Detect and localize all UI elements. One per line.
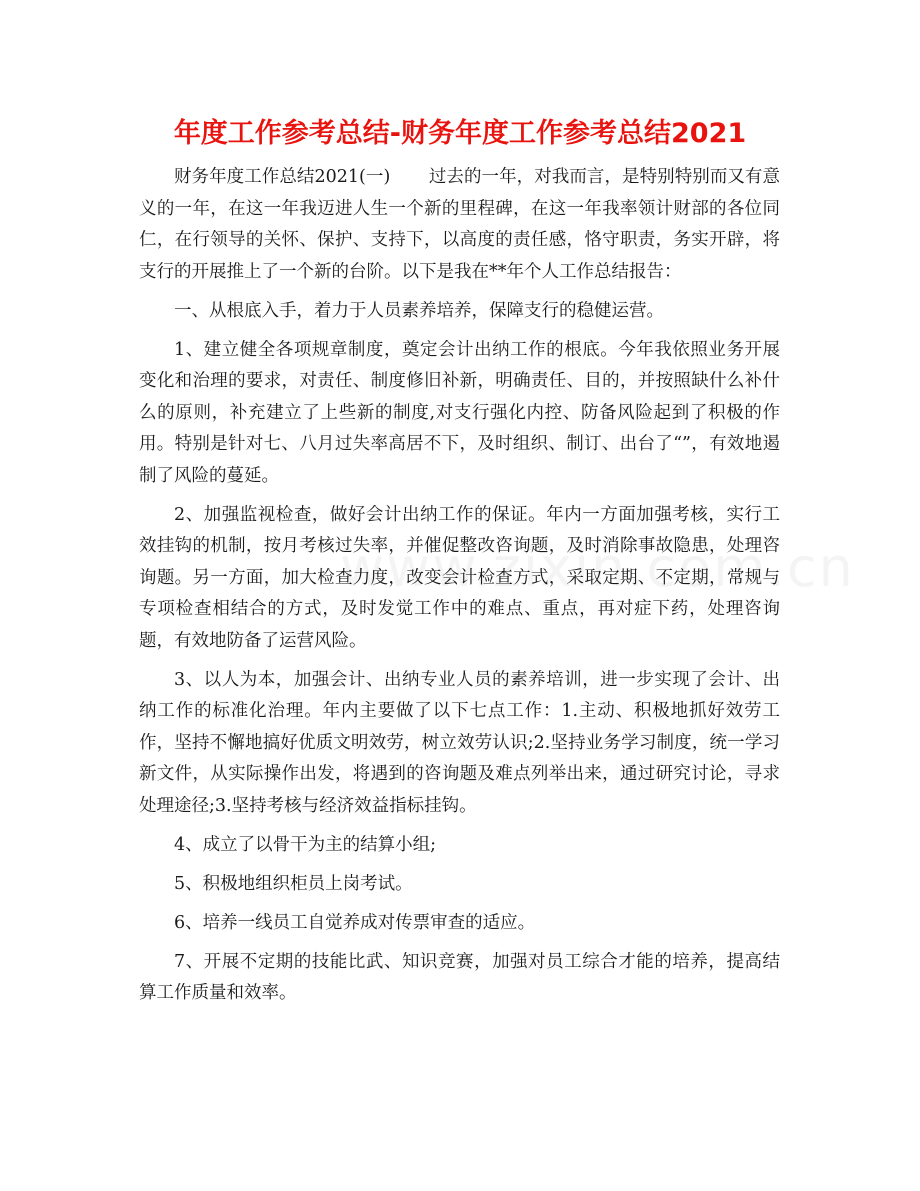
paragraph-item-3: 3、以人为本，加强会计、出纳专业人员的素养培训，进一步实现了会计、出纳工作的标准化治理。年内主要做了以下七点工作：1.主动、积极地抓好效劳工作，坚持不懈地搞好优质文明效劳，树立效劳认识;2.坚持业务学习制度，统一学习新文件，从实际操作出发，将遇到的咨询题及难点列举出来，通过研究讨论，寻求处理途径;3.坚持考核与经济效益指标挂钩。 [139,669,780,816]
intro-paragraph [139,162,780,288]
paragraph-item-1: 1、建立健全各项规章制度，奠定会计出纳工作的根底。今年我依照业务开展变化和治理的要求，对责任、制度修旧补新，明确责任、目的，并按照缺什么补什么的原则，补充建立了上些新的制度,对支行强化内控、防备风险起到了积极的作用。特别是针对七、八月过失率高居不下，及时组织、制订、出台了“”，有效地遏制了风险的蔓延。 [139,339,780,486]
intro-lead: 财务年度工作总结2021(一) [174,167,391,187]
document-title: 年度工作参考总结-财务年度工作参考总结2021 [173,118,747,149]
paragraph-section-1: 一、从根底入手，着力于人员素养培养，保障支行的稳健运营。 [174,300,664,321]
document-body [139,162,780,1017]
paragraph-item-7: 7、开展不定期的技能比武、知识竞赛，加强对员工综合才能的培养，提高结算工作质量和效率。 [139,951,780,1003]
paragraph-item-4: 4、成立了以骨干为主的结算小组; [174,834,437,855]
paragraph-item-5: 5、积极地组织柜员上岗考试。 [174,873,413,894]
intro-text: 过去的一年，对我而言，是特别特别而又有意义的一年，在这一年我迈进人生一个新的里程碑，在这一年我率领计财部的各位同仁，在行领导的关怀、保护、支持下，以高度的责任感，恪守职责，务实开辟，将支行的开展推上了一个新的台阶。以下是我在**年个人工作总结报告： [139,167,780,282]
paragraph-item-2: 2、加强监视检查，做好会计出纳工作的保证。年内一方面加强考核，实行工效挂钩的机制，按月考核过失率，并催促整改咨询题，及时消除事故隐患，处理咨询题。另一方面，加大检查力度，改变会计检查方式，采取定期、不定期，常规与专项检查相结合的方式，及时发觉工作中的难点、重点，再对症下药，处理咨询题，有效地防备了运营风险。 [139,504,780,651]
paragraph-item-6: 6、培养一线员工自觉养成对传票审查的适应。 [174,912,536,933]
